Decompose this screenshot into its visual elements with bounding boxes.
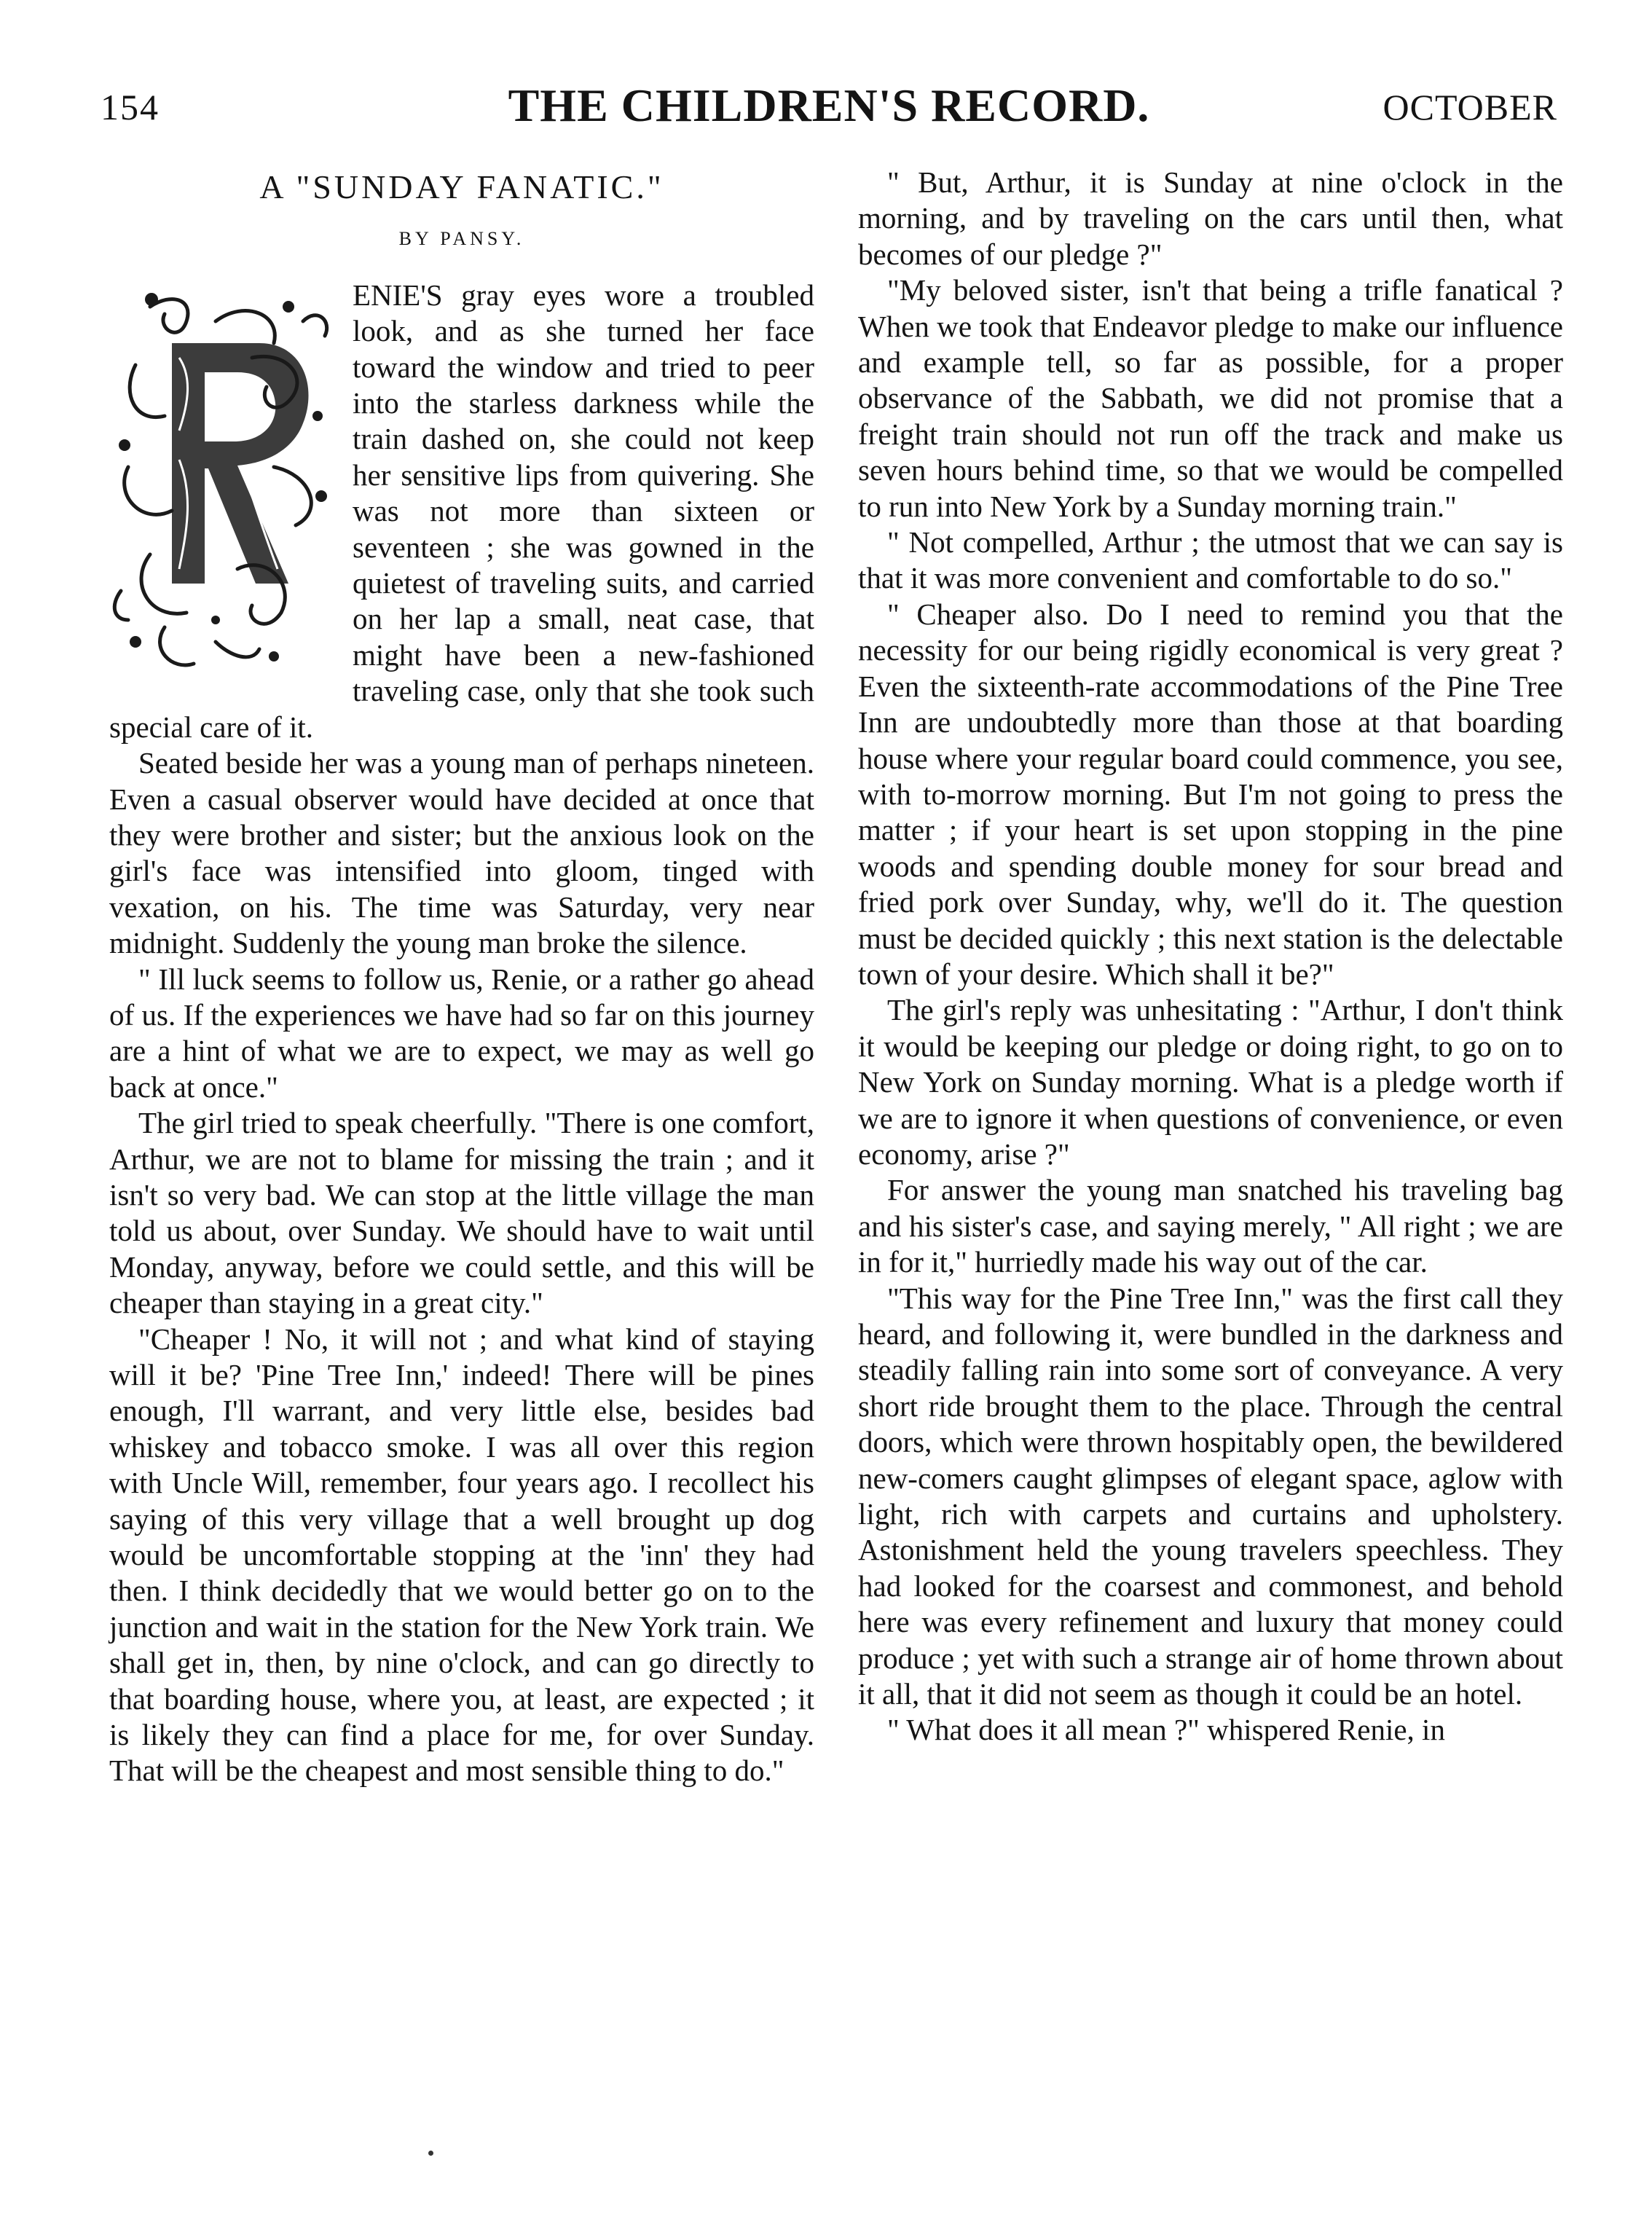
printing-mark [428,2151,433,2156]
paragraph: " Cheaper also. Do I need to remind you that the necessity for our being rigidly economical is very great ? Even the sixteenth-rate accommodations of the Pine Tree Inn are undoubtedly more than those at that boarding house where your regular board could commence, you see, with to-morrow morning. But I'm not going to press the matter ; if your heart is set upon stopping in the pine woods and spending double money for sour bread and fried pork over Sunday, why, we'll do it. The question must be decided quickly ; this next station is the delectable town of your desire. Which shall it be?" [858,597,1563,991]
paragraph: " But, Arthur, it is Sunday at nine o'clock in the morning, and by traveling on the cars until then, what becomes of our pledge ?" [858,165,1563,271]
paragraph: ENIE'S gray eyes wore a troubled look, and as she turned her face toward the window and tried to peer into the starless darkness while the train dashed on, she could not keep her sensitive lips from quivering. She was not more than sixteen or seventeen ; she was gowned in the quietest of traveling suits, and carried on her lap a small, neat case, that might have been a new-fashioned traveling case, only that she took such special care of it. [109,278,814,744]
paragraph: " Ill luck seems to follow us, Renie, or a rather go ahead of us. If the experiences we have had so far on this journey are a hint of what we are to expect, we may as well go back at once." [109,962,814,1104]
paragraph: " What does it all mean ?" whispered Renie, in [887,1713,1445,1747]
paragraph: The girl tried to speak cheerfully. "There is one comfort, Arthur, we are not to blame for missing the train ; and it isn't so very bad. We can stop at the little village the man told us about, over Sunday. We should have to wait until Monday, anyway, before we could settle, and this will be cheaper than staying in a great city." [109,1106,814,1320]
story-title: A "SUNDAY FANATIC." [259,168,664,205]
page-number: 154 [101,87,160,127]
right-column [858,165,1563,1748]
paragraph: "Cheaper ! No, it will not ; and what kind of staying will it be? 'Pine Tree Inn,' indeed! There will be pines enough, I'll warrant, and very little else, besides bad whiskey and tobacco smoke. I was all over this region with Uncle Will, remember, four years ago. I recollect his saying of this very village that a well brought up dog would be uncomfortable stopping at the 'inn' they had then. I think decidedly that we would better go on to the junction and wait in the station for the New York train. We shall get in, then, by nine o'clock, and can go directly to that boarding house, where you, at least, are expected ; it is likely they can find a place for me, for over Sunday. That will be the cheapest and most sensible thing to do." [109,1322,814,1788]
byline: BY PANSY. [398,228,525,250]
paragraph: "My beloved sister, isn't that being a trifle fanatical ? When we took that Endeavor pledge to make our influence and example tell, so far as possible, for a proper observance of the Sabbath, we did not promise that a freight train should not run off the track and make us seven hours behind time, so that we would be compelled to run into New York by a Sunday morning train." [858,273,1563,523]
left-column [109,165,814,1789]
paragraph: The girl's reply was unhesitating : "Arthur, I don't think it would be keeping our pledge or doing right, to go on to New York on Sunday morning. What is a pledge worth if we are to ignore it when questions of convenience, or even economy, arise ?" [858,993,1563,1171]
issue-month: OCTOBER [1382,87,1557,127]
page-header [101,79,1557,152]
paragraph: "This way for the Pine Tree Inn," was the first call they heard, and following it, were bundled in the darkness and steadily falling rain into some sort of conveyance. A very short ride brought them to the place. Through the central doors, which were thrown hospitably open, the bewildered new-comers caught glimpses of elegant space, aglow with light, rich with carpets and curtains and upholstery. Astonishment held the young travelers speechless. They had looked for the coarsest and commonest, and behold here was every refinement and luxury that money could produce ; yet with such a strange air of home thrown about it all, that it did not seem as though it could be an hotel. [858,1281,1563,1711]
paragraph: Seated beside her was a young man of perhaps nineteen. Even a casual observer would have decided at once that they were brother and sister; but the anxious look on the girl's face was intensified into gloom, tinged with vexation, on his. The time was Saturday, very near midnight. Suddenly the young man broke the silence. [109,746,814,960]
journal-title: THE CHILDREN'S RECORD. [508,79,1150,131]
floral-ornament-icon [106,278,339,686]
paragraph: For answer the young man snatched his traveling bag and his sister's case, and saying merely, " All right ; we are in for it," hurriedly made his way out of the car. [858,1173,1563,1279]
paragraph: " Not compelled, Arthur ; the utmost that we can say is that it was more convenient and comfortable to do so." [858,525,1563,595]
ornamental-drop-cap [106,278,339,686]
